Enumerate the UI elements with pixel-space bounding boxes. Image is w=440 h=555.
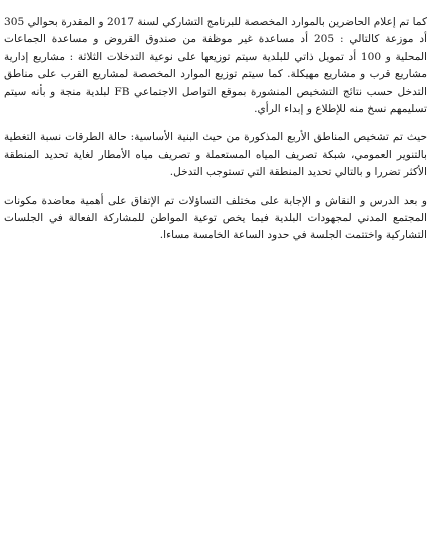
document-page xyxy=(4,14,427,256)
paragraph-diagnosis: حيث تم تشخيص المناطق الأربع المذكورة من حيث البنية الأساسية: حالة الطرقات نسبة التغطية بالتنوير العمومي، شبكة تصريف المياه المستعملة و تصريف مياه الأمطار لغاية تحديد المنطقة الأكثر تضررا و بالتالي تحديد المنطقة التي تستوجب التدخل. xyxy=(4,131,427,179)
paragraph-conclusion: و بعد الدرس و النقاش و الإجابة على مختلف التساؤلات تم الإتفاق على أهمية معاضدة مكونات المجتمع المدني لمجهودات البلدية فيما يخص توعية المواطن للمشاركة الفعالة في الجلسات التشاركية واختتمت الجلسة في حدود الساعة الخامسة مساءا. xyxy=(4,194,427,242)
paragraph-budget: كما تم إعلام الحاضرين بالموارد المخصصة للبرنامج التشاركي لسنة 2017 و المقدرة بحوالي 305 أد موزعة كالتالي : 205 أد مساعدة غير موظفة من صندوق القروض و مساعدة الجماعات المحلية و 100 أد تمويل ذاتي للبلدية سيتم توزيعها على نوعية التدخلات الثلاثة : مشاريع إدارية مشاريع قرب و مشاريع مهيكلة. كما سيتم توزيع الموارد المخصصة لمشاريع القرب على مناطق التدخل حسب نتائج التشخيص المنشورة بموقع التواصل الاجتماعي FB لبلدية منجة و بأنه سيتم تسليمهم نسخ منه للإطلاع و إبداء الرأي. xyxy=(4,16,427,116)
